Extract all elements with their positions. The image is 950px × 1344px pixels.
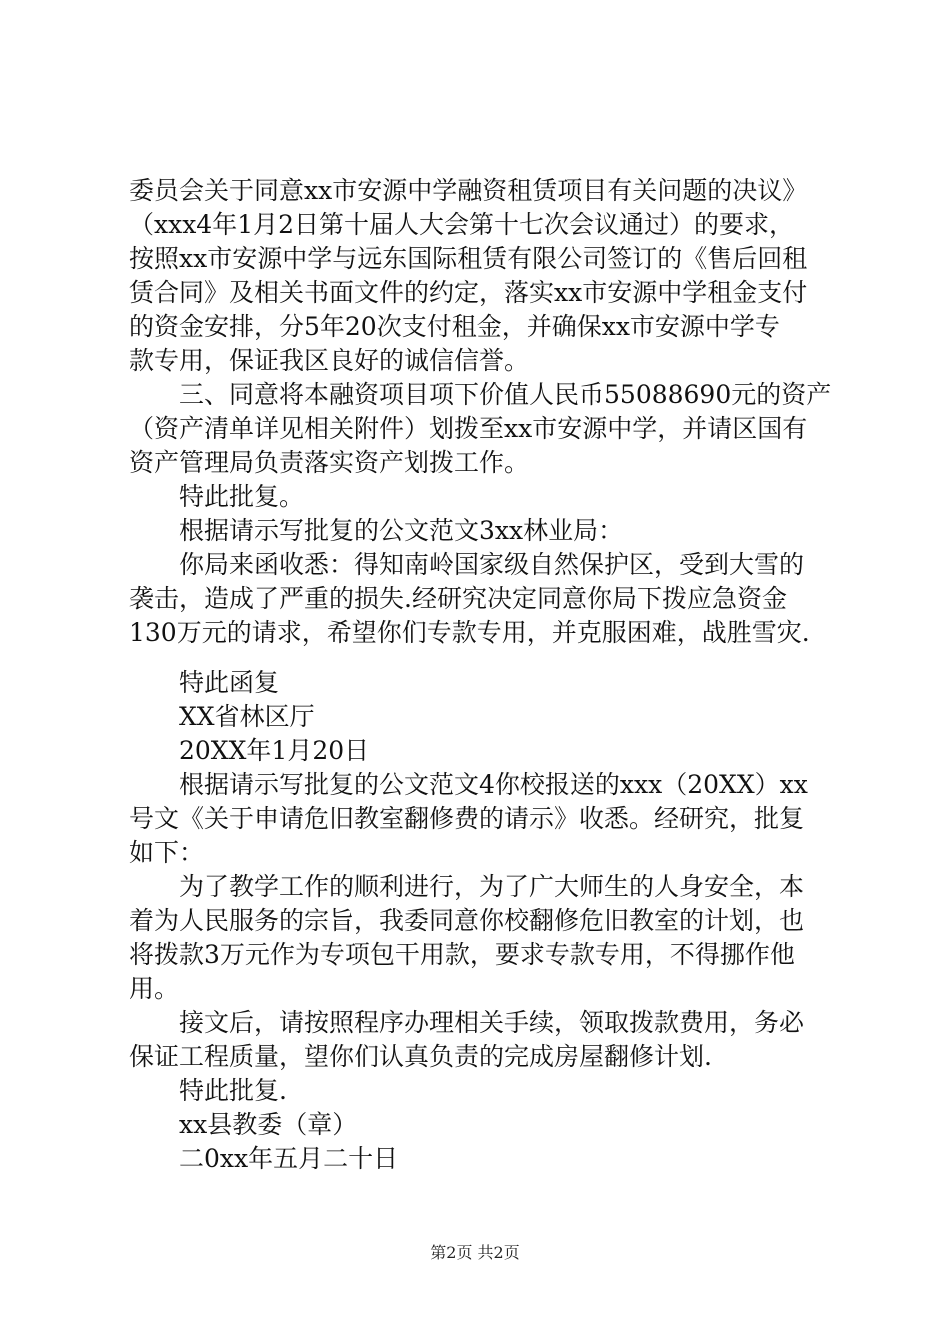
- body-line: 二0xx年五月二十日: [179, 1144, 399, 1173]
- body-line: 如下：: [129, 838, 205, 867]
- body-line: 按照xx市安源中学与远东国际租赁有限公司签订的《售后回租: [129, 244, 808, 273]
- body-line: （资产清单详见相关附件）划拨至xx市安源中学，并请区国有: [129, 414, 808, 443]
- body-line: 的资金安排，分5年20次支付租金，并确保xx市安源中学专: [129, 312, 780, 341]
- body-line: 用。: [129, 974, 180, 1003]
- body-line: 根据请示写批复的公文范文3xx林业局：: [179, 516, 624, 545]
- page-number-footer: 第2页 共2页: [430, 1243, 520, 1262]
- body-line: 保证工程质量，望你们认真负责的完成房屋翻修计划.: [129, 1042, 712, 1071]
- body-line: 三、同意将本融资项目项下价值人民币55088690元的资产: [179, 380, 832, 409]
- body-line: 20XX年1月20日: [179, 736, 370, 765]
- body-line: 特此批复。: [179, 482, 305, 511]
- body-line: 委员会关于同意xx市安源中学融资租赁项目有关问题的决议》: [129, 176, 808, 205]
- body-line: 你局来函收悉：得知南岭国家级自然保护区，受到大雪的: [179, 550, 805, 579]
- body-line: 资产管理局负责落实资产划拨工作。: [129, 448, 530, 477]
- body-line: 为了教学工作的顺利进行，为了广大师生的人身安全，本: [179, 872, 805, 901]
- body-line: xx县教委（章）: [179, 1110, 358, 1139]
- body-line: 130万元的请求，希望你们专款专用，并克服困难，战胜雪灾.: [129, 618, 810, 647]
- body-line: 着为人民服务的宗旨，我委同意你校翻修危旧教室的计划，也: [129, 906, 805, 935]
- body-line: （xxx4年1月2日第十届人大会第十七次会议通过）的要求，: [129, 210, 795, 239]
- body-line: 号文《关于申请危旧教室翻修费的请示》收悉。经研究，批复: [129, 804, 805, 833]
- body-line: 赁合同》及相关书面文件的约定，落实xx市安源中学租金支付: [129, 278, 808, 307]
- body-line: 根据请示写批复的公文范文4你校报送的xxx（20XX）xx: [179, 770, 808, 799]
- body-line: 特此函复: [179, 668, 280, 697]
- body-line: 袭击，造成了严重的损失.经研究决定同意你局下拨应急资金: [129, 584, 787, 613]
- body-line: XX省林区厅: [179, 702, 315, 731]
- body-line: 款专用，保证我区良好的诚信信誉。: [129, 346, 530, 375]
- body-line: 将拨款3万元作为专项包干用款，要求专款专用，不得挪作他: [129, 940, 795, 969]
- body-line: 接文后，请按照程序办理相关手续，领取拨款费用，务必: [179, 1008, 805, 1037]
- body-line: 特此批复.: [179, 1076, 287, 1105]
